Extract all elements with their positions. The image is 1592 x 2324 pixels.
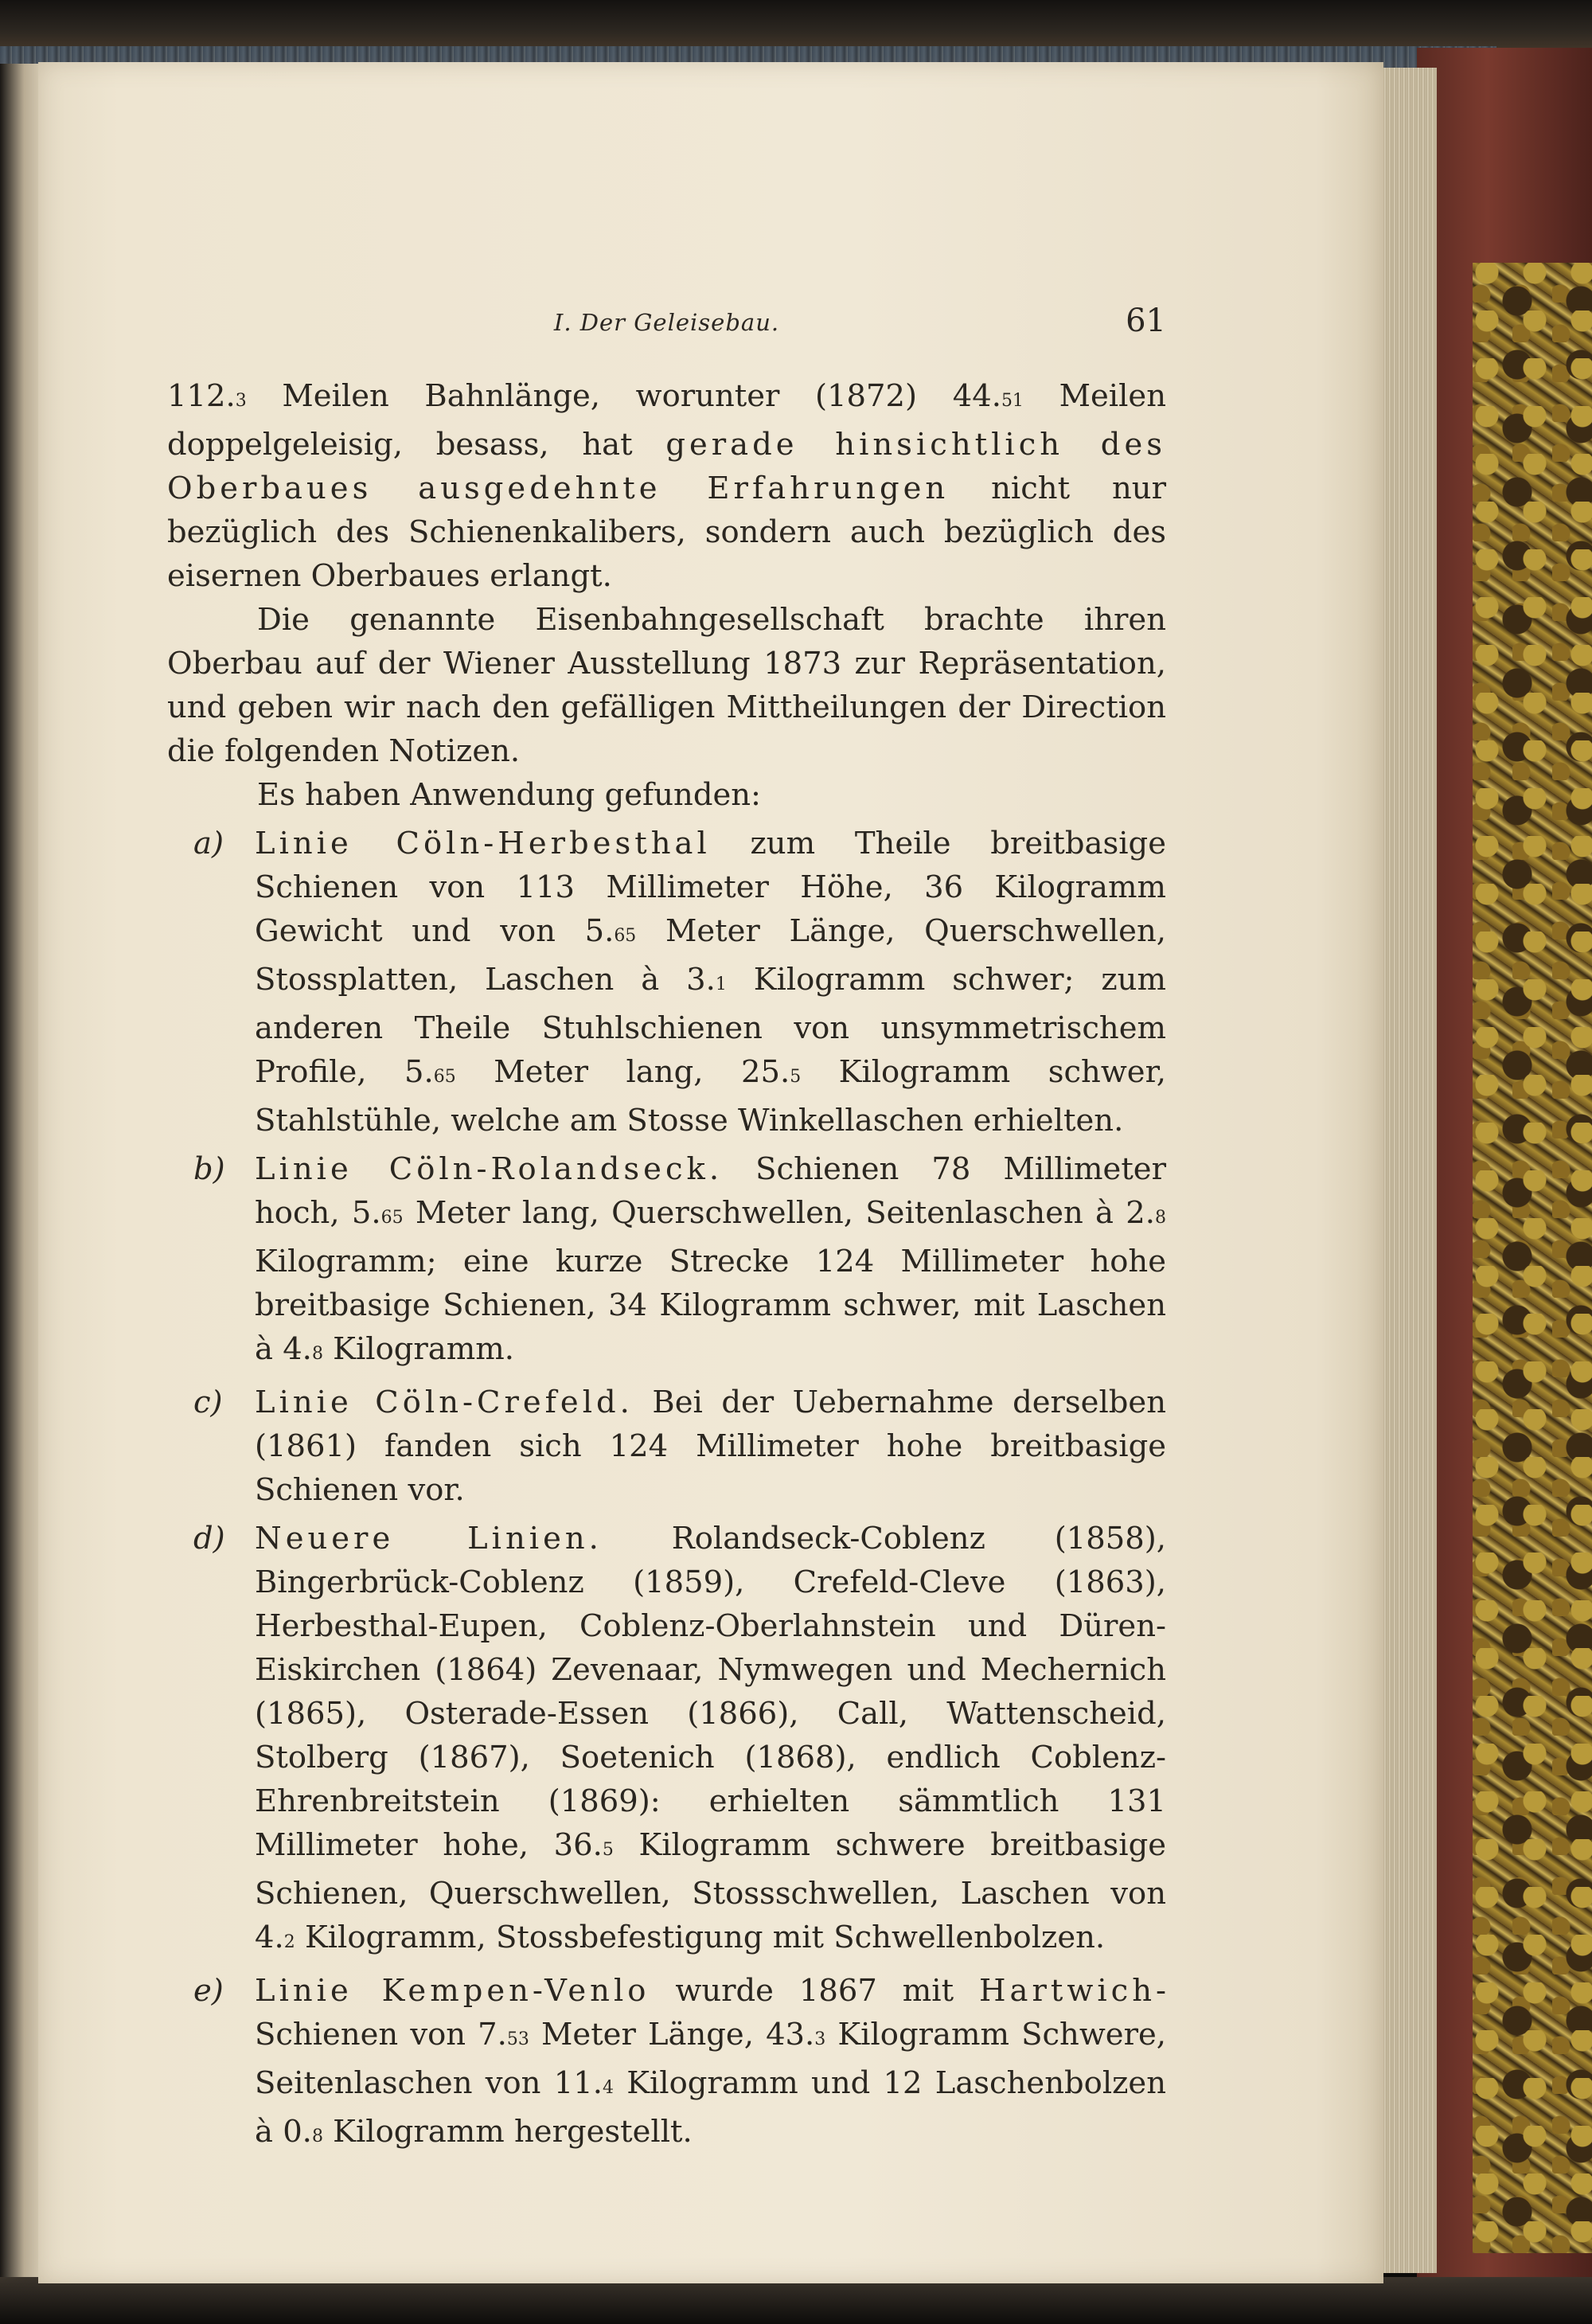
list-item-c: c) Linie Cöln-Crefeld. Bei der Uebernahme derselben (1861) fanden sich 124 Millimeter hohe breitbasige Schienen vor. xyxy=(167,1381,1166,1512)
line-name: Linie Cöln-Crefeld. xyxy=(255,1385,634,1420)
scan-bottom-margin xyxy=(0,2277,1592,2324)
paragraph-1: 112.3 Meilen Bahnlänge, worunter (1872) 44.51 Meilen doppelgeleisig, besass, hat gerade hinsichtlich des Oberbaues ausgedehnte Erfahrungen nicht nur bezüglich des Schienenkalibers, sondern auch bezüglich des eisernen Oberbaues erlangt. xyxy=(167,378,1166,594)
line-name: Linie Kempen-Venlo xyxy=(255,1973,650,2009)
item-label: d) xyxy=(193,1521,225,1556)
facing-page-edge xyxy=(0,64,44,2277)
spaced-emphasis: gerade hinsichtlich des Oberbaues ausgedehnte Erfahrungen xyxy=(167,427,1166,506)
page-number: 61 xyxy=(1126,303,1166,339)
list-item-b: b) Linie Cöln-Rolandseck. Schienen 78 Millimeter hoch, 5.65 Meter lang, Querschwellen, Seitenlaschen à 2.8 Kilogramm; eine kurze Strecke 124 Millimeter hohe breitbasige Schienen, 34 Kilogramm schwer, mit Laschen à 4.8 Kilogramm. xyxy=(167,1147,1166,1376)
list-item-e: e) Linie Kempen-Venlo wurde 1867 mit Hartwich-Schienen von 7.53 Meter Länge, 43.3 Kilogramm Schwere, Seitenlaschen von 11.4 Kilogramm und 12 Laschenbolzen à 0.8 Kilogramm hergestellt. xyxy=(167,1969,1166,2158)
item-label: e) xyxy=(193,1973,224,2009)
paragraph-2: Die genannte Eisenbahngesellschaft brachte ihren Oberbau auf der Wiener Ausstellung 1873 zur Repräsentation, und geben wir nach den gefälligen Mittheilungen der Direction die folgenden Notizen. xyxy=(167,602,1166,769)
list-item-d: d) Neuere Linien. Rolandseck-Coblenz (1858), Bingerbrück-Coblenz (1859), Crefeld-Cleve (1863), Herbesthal-Eupen, Coblenz-Oberlahnstein und Düren-Eiskirchen (1864) Zevenaar, Nymwegen und Mechernich (1865), Osterade-Essen (1866), Call, Wattenscheid, Stolberg (1867), Soetenich (1868), endlich Coblenz-Ehrenbreitstein (1869): erhielten sämmtlich 131 Millimeter hohe, 36.5 Kilogramm schwere breitbasige Schienen, Querschwellen, Stossschwellen, Laschen von 4.2 Kilogramm, Stossbefestigung mit Schwellenbolzen. xyxy=(167,1517,1166,1964)
person-name: Hartwich xyxy=(978,1973,1156,2009)
item-label: b) xyxy=(193,1151,225,1187)
item-label: a) xyxy=(193,826,224,861)
body-text xyxy=(167,374,1166,2158)
item-label: c) xyxy=(193,1385,223,1420)
page-header xyxy=(167,303,1166,350)
line-name: Linie Cöln-Herbesthal xyxy=(255,826,711,861)
list-item-a: a) Linie Cöln-Herbesthal zum Theile breitbasige Schienen von 113 Millimeter Höhe, 36 Kilogramm Gewicht und von 5.65 Meter Länge, Querschwellen, Stossplatten, Laschen à 3.1 Kilogramm schwer; zum anderen Theile Stuhlschienen von unsymmetrischem Profile, 5.65 Meter lang, 25.5 Kilogramm schwer, Stahlstühle, welche am Stosse Winkellaschen erhielten. xyxy=(167,822,1166,1142)
running-head: I. Der Geleisebau. xyxy=(553,309,780,336)
line-name: Neuere Linien. xyxy=(255,1521,603,1556)
line-name: Linie Cöln-Rolandseck. xyxy=(255,1151,724,1187)
paragraph-3: Es haben Anwendung gefunden: xyxy=(257,777,762,813)
marbled-endpaper xyxy=(1473,263,1592,2253)
page-block-edges xyxy=(1377,68,1437,2273)
